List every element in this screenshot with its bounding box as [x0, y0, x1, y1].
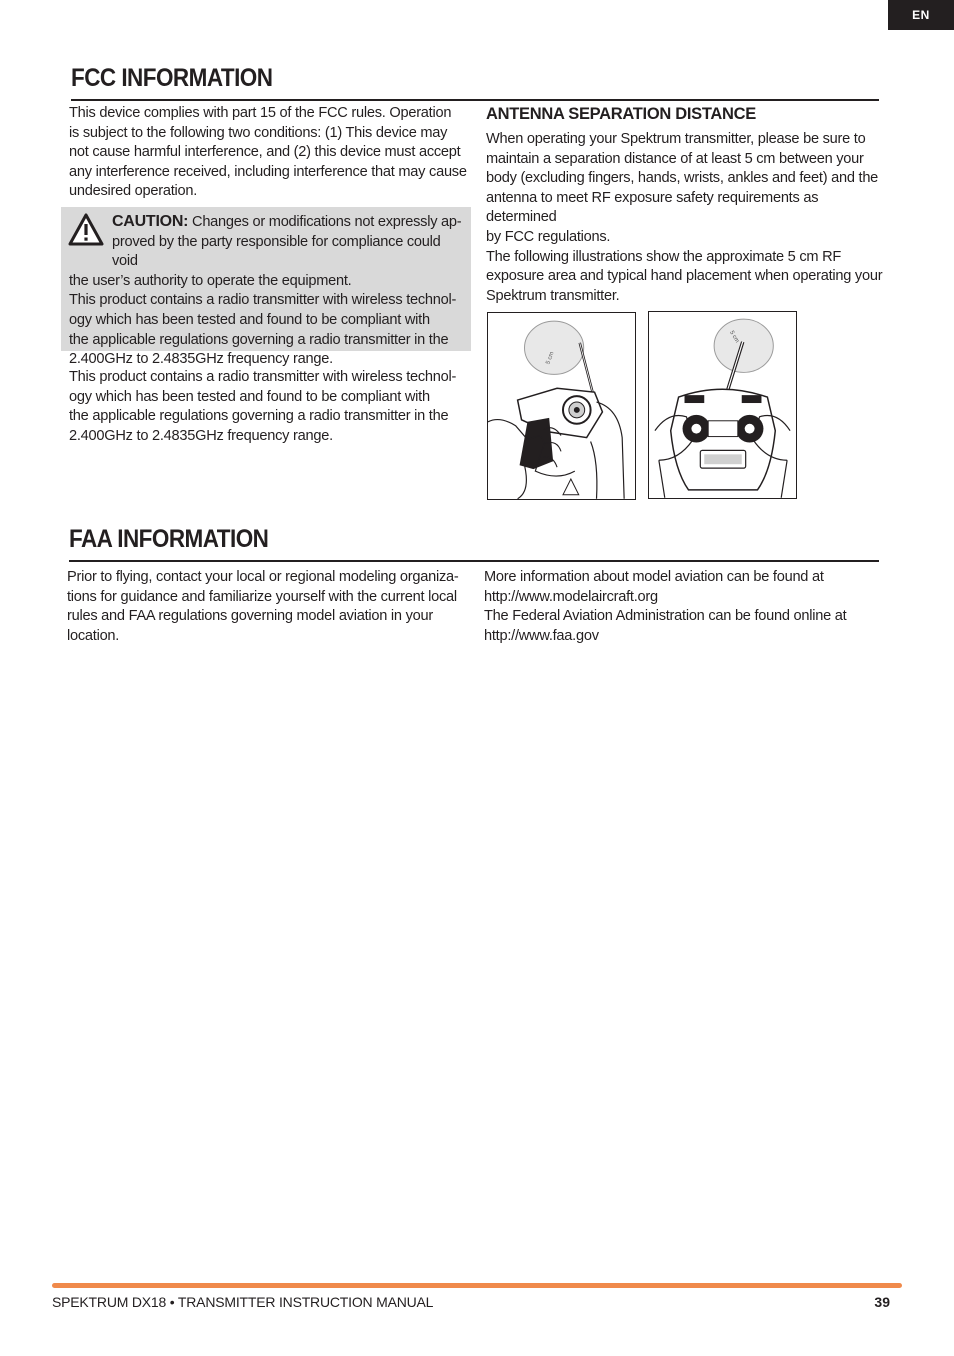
faa-left-line: rules and FAA regulations governing model aviation in your: [67, 608, 433, 625]
page-number: 39: [874, 1294, 890, 1310]
caution-line: ogy which has been tested and found to be compliant with: [69, 311, 430, 328]
antenna-line: by FCC regulations.: [486, 228, 611, 245]
fcc-radio-paragraph: [69, 368, 469, 446]
modelaircraft-link[interactable]: http://www.modelaircraft.org: [484, 588, 658, 605]
fcc-intro-line: is subject to the following two conditions: (1) This device may: [69, 124, 448, 141]
fcc-intro-line: any interference received, including interference that may cause: [69, 163, 467, 180]
caution-line: proved by the party responsible for compliance could void: [112, 233, 441, 270]
antenna-line: body (excluding fingers, hands, wrists, ankles and feet) and the: [486, 170, 879, 187]
footer-manual-title: SPEKTRUM DX18 • TRANSMITTER INSTRUCTION MANUAL: [52, 1294, 434, 1310]
fcc-radio-line: ogy which has been tested and found to be compliant with: [69, 388, 430, 405]
fcc-radio-line: the applicable regulations governing a radio transmitter in the: [69, 408, 449, 425]
surface-transmitter-figure: [487, 312, 636, 500]
caution-line: Changes or modifications not expressly ap-: [192, 214, 462, 230]
language-tab[interactable]: EN: [888, 0, 954, 30]
caution-label: CAUTION:: [112, 213, 189, 230]
fcc-intro: [69, 104, 469, 202]
caution-line: the user’s authority to operate the equipment.: [69, 272, 352, 289]
fcc-radio-line: 2.400GHz to 2.4835GHz frequency range.: [69, 427, 333, 444]
antenna-line: Spektrum transmitter.: [486, 287, 620, 304]
fcc-title: FCC INFORMATION: [71, 64, 273, 92]
caution-line: 2.400GHz to 2.4835GHz frequency range.: [69, 351, 333, 368]
faa-rule: [69, 560, 879, 562]
fcc-intro-line: undesired operation.: [69, 183, 198, 200]
fcc-intro-line: not cause harmful interference, and (2) this device must accept: [69, 144, 461, 161]
antenna-paragraph: [486, 130, 886, 306]
faa-right-line: More information about model aviation can be found at: [484, 569, 824, 585]
caution-line: the applicable regulations governing a radio transmitter in the: [69, 331, 449, 348]
faa-right-paragraph: [484, 568, 884, 646]
faa-title: FAA INFORMATION: [69, 525, 269, 553]
faa-gov-link[interactable]: http://www.faa.gov: [484, 627, 599, 644]
fcc-rule: [71, 99, 879, 101]
antenna-line: maintain a separation distance of at least 5 cm between your: [486, 150, 864, 167]
caution-lead: [69, 212, 465, 272]
antenna-line: The following illustrations show the approximate 5 cm RF: [486, 248, 842, 265]
faa-right-line: The Federal Aviation Administration can be found online at: [484, 608, 847, 625]
fcc-radio-line: This product contains a radio transmitter with wireless technol-: [69, 369, 457, 385]
fcc-intro-line: This device complies with part 15 of the FCC rules. Operation: [69, 105, 452, 121]
faa-left-line: location.: [67, 627, 120, 644]
caution-line: This product contains a radio transmitter with wireless technol-: [69, 292, 457, 309]
faa-left-line: Prior to flying, contact your local or regional modeling organiza-: [67, 569, 459, 585]
faa-left-paragraph: [67, 568, 467, 646]
aircraft-transmitter-figure: [648, 311, 797, 499]
antenna-line: exposure area and typical hand placement when operating your: [486, 268, 883, 285]
antenna-title: ANTENNA SEPARATION DISTANCE: [486, 105, 756, 123]
antenna-line: When operating your Spektrum transmitter, please be sure to: [486, 131, 866, 147]
separation-label: 5 cm: [728, 329, 740, 345]
caution-text: [69, 212, 465, 370]
faa-left-line: tions for guidance and familiarize yourself with the current local: [67, 588, 457, 605]
footer-accent-bar: [52, 1283, 902, 1288]
separation-label: 5 cm: [545, 351, 556, 366]
antenna-line: antenna to meet RF exposure safety requirements as determined: [486, 189, 819, 226]
